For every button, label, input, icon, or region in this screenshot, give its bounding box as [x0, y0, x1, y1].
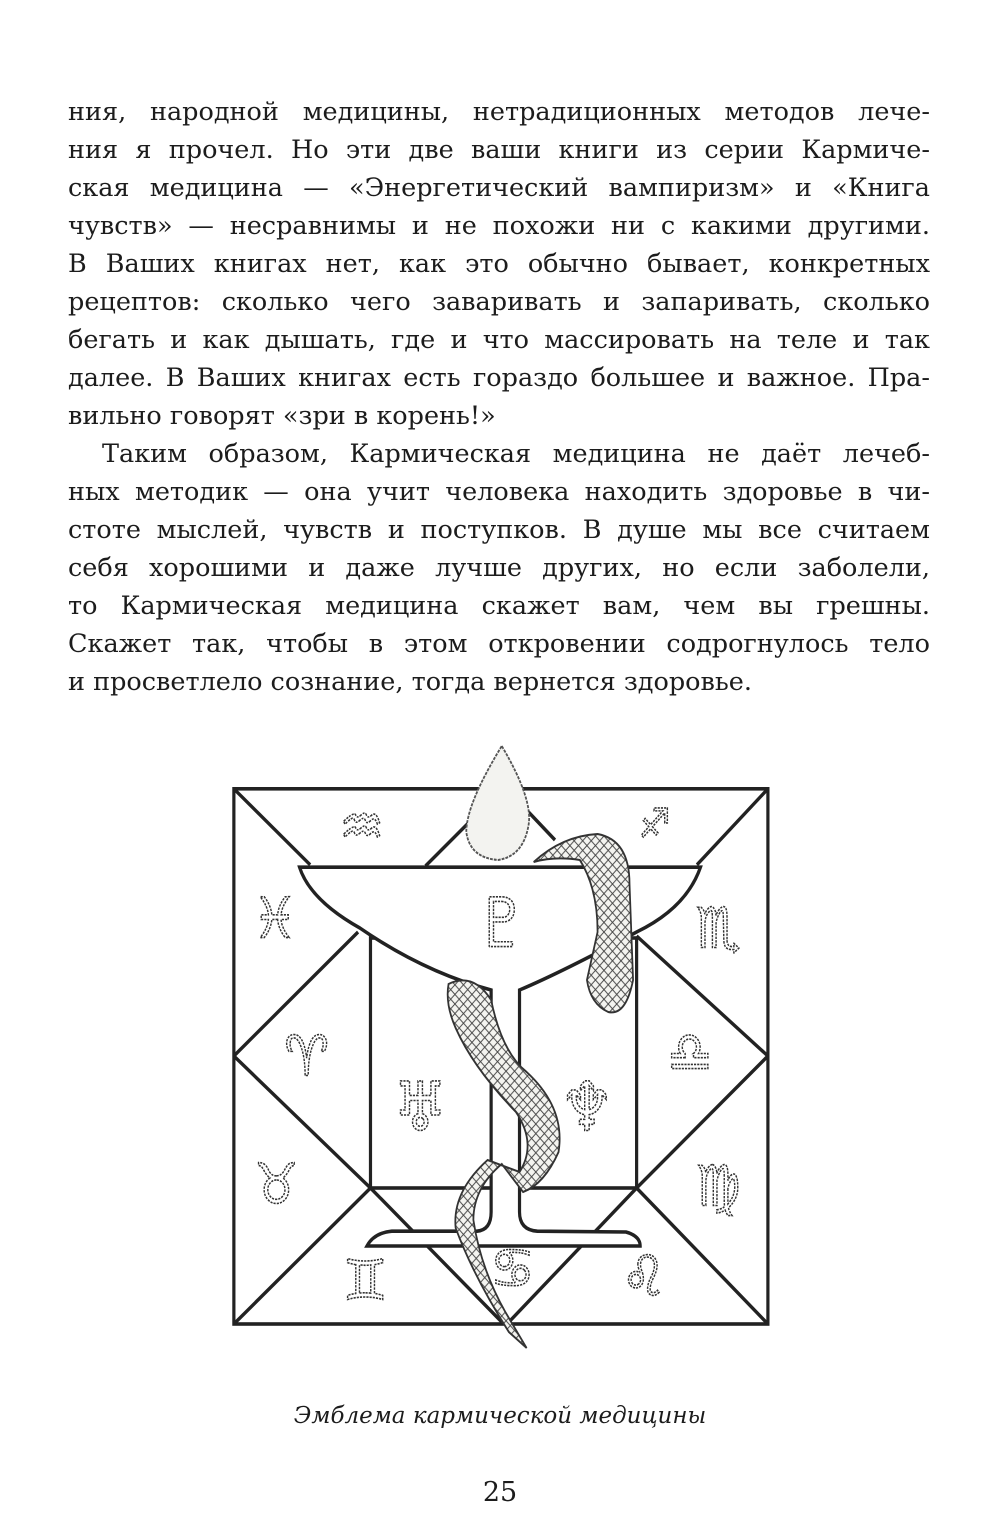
text-line: В Ваших книгах нет, как это обычно бывает, конкретных: [68, 249, 930, 279]
text-line: вильно говорят «зри в корень!»: [68, 401, 496, 431]
text-line: ния, народной медицины, нетрадиционных методов лече-: [68, 97, 930, 127]
text-line: стоте мыслей, чувств и поступков. В душе мы все считаем: [68, 515, 930, 545]
karmic-medicine-emblem: [225, 740, 775, 1360]
aries-icon: ♈: [284, 1024, 329, 1090]
virgo-icon: ♍: [695, 1154, 741, 1220]
text-line: ных методик — она учит человека находить здоровье в чи-: [68, 477, 930, 507]
body-text: [68, 93, 930, 701]
text-line: рецептов: сколько чего заваривать и запаривать, сколько: [68, 287, 930, 317]
scorpio-icon: ♏: [695, 896, 741, 962]
text-line: чувств» — несравнимы и не похожи ни с какими другими.: [68, 211, 930, 241]
text-line: Скажет так, чтобы в этом откровении содрогнулось тело: [68, 629, 930, 659]
page-number: 25: [482, 1477, 518, 1508]
text-line: ния я прочел. Но эти две ваши книги из серии Кармиче-: [68, 135, 930, 165]
neptune-icon: ♆: [559, 1068, 614, 1148]
libra-icon: ♎: [667, 1020, 713, 1086]
pluto-icon: ♇: [474, 884, 529, 964]
text-line: то Кармическая медицина скажет вам, чем вы грешны.: [68, 591, 930, 621]
taurus-icon: ♉: [254, 1152, 299, 1218]
uranus-icon: ♅: [393, 1068, 448, 1148]
aquarius-icon: ♒: [339, 794, 384, 860]
paragraph-1: [68, 93, 930, 435]
sagittarius-icon: ♐: [638, 800, 671, 847]
pisces-icon: ♓: [252, 886, 297, 952]
text-line: далее. В Ваших книгах есть гораздо большее и важное. Пра-: [68, 363, 930, 393]
text-line: себя хорошими и даже лучше других, но если заболели,: [68, 553, 930, 583]
gemini-icon: ♊: [342, 1248, 388, 1314]
text-line: Таким образом, Кармическая медицина не даёт лечеб-: [102, 439, 930, 469]
text-line: и просветлело сознание, тогда вернется здоровье.: [68, 667, 752, 697]
flame-icon: [466, 746, 529, 860]
leo-icon: ♌: [621, 1244, 666, 1310]
text-line: ская медицина — «Энергетический вампиризм» и «Книга: [68, 173, 930, 203]
figure-caption: Эмблема кармической медицины: [293, 1403, 707, 1429]
text-line: бегать и как дышать, где и что массировать на теле и так: [68, 325, 930, 355]
cancer-icon: ♋: [490, 1236, 535, 1302]
paragraph-2: [68, 435, 930, 701]
